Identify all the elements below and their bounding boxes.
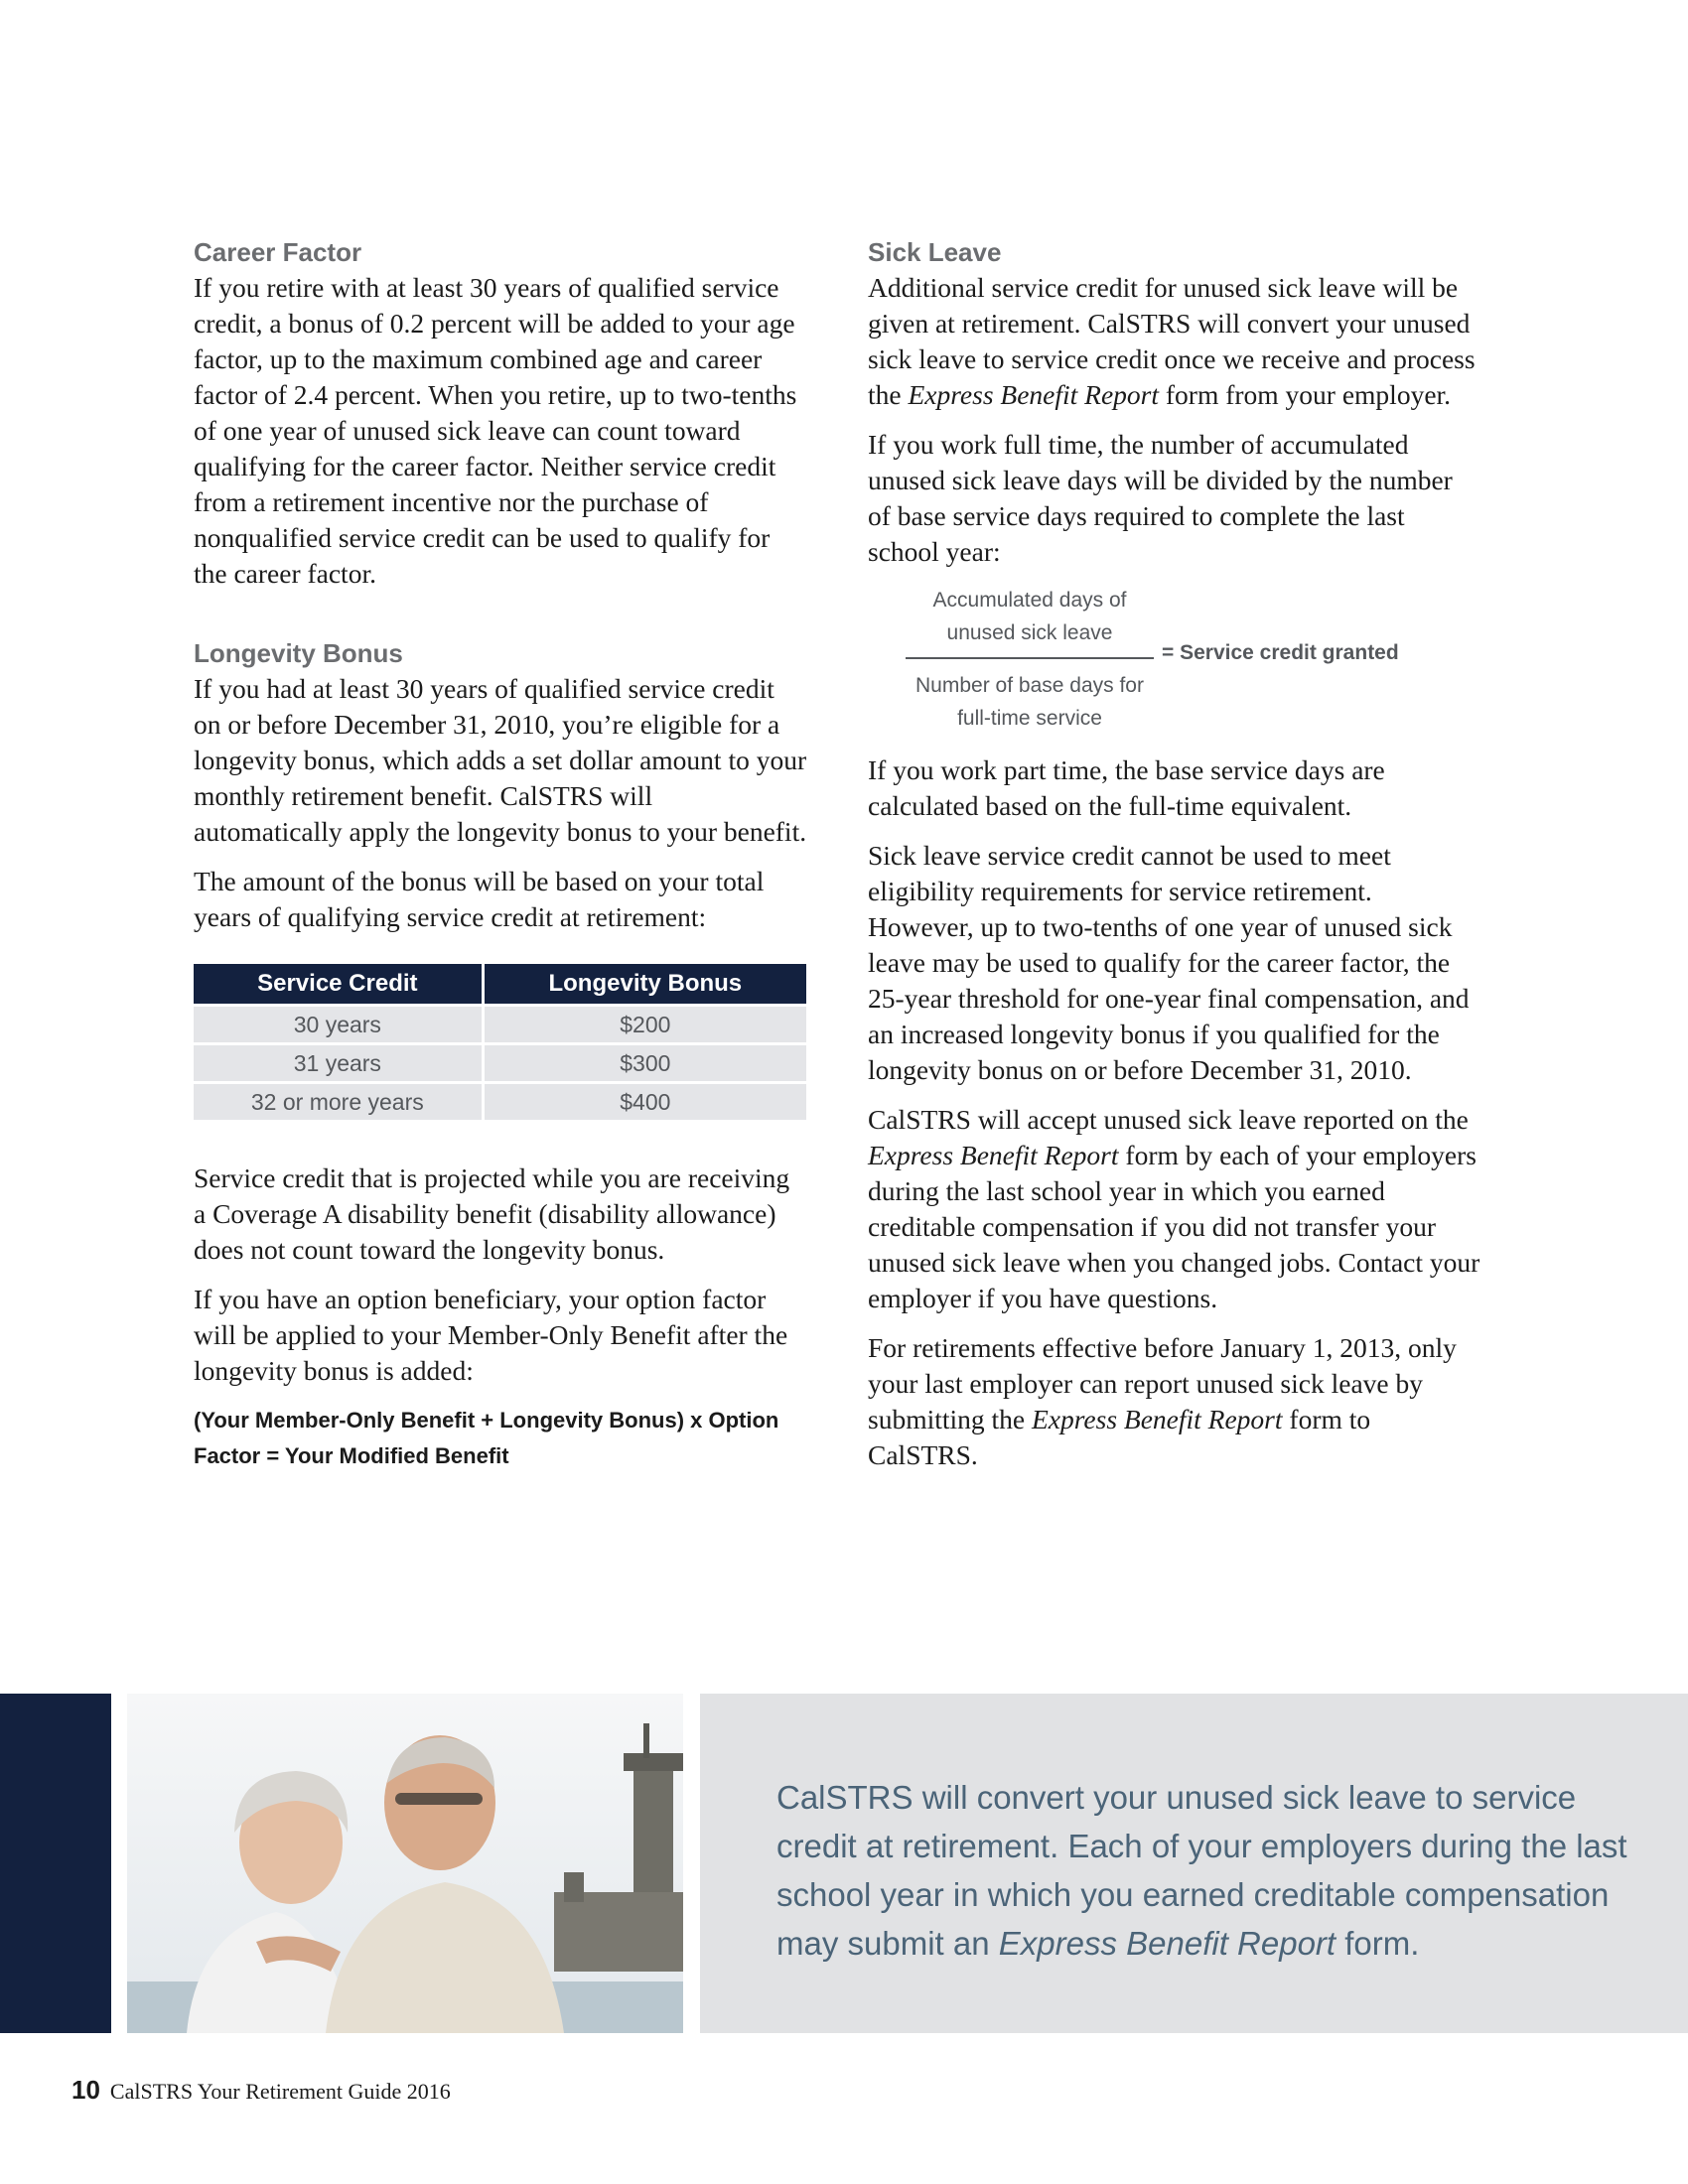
callout-text: CalSTRS will convert your unused sick leave to service credit at retirement. Each of your employers during the last school year in which you earned creditable compensation may submit an Express Benefit Report form.	[776, 1779, 1627, 1962]
longevity-bonus-heading: Longevity Bonus	[194, 638, 403, 668]
left-column	[194, 234, 807, 1474]
full-time-text: If you work full time, the number of accumulated unused sick leave days will be divided by the number of base service days required to complete the last school year:	[868, 429, 1453, 567]
table-row	[194, 1045, 806, 1081]
longevity-bonus-intro: If you had at least 30 years of qualified service credit on or before December 31, 2010, you’re eligible for a longevity bonus, which adds a set dollar amount to your monthly retirement benefit. CalSTRS will automatically apply the longevity bonus to your benefit.	[194, 673, 807, 847]
page-footer	[71, 2075, 451, 2106]
form-name: Express Benefit Report	[908, 379, 1160, 410]
fraction-bar	[906, 657, 1154, 659]
fraction	[906, 584, 1154, 735]
career-factor-heading: Career Factor	[194, 237, 362, 267]
part-time-text: If you work part time, the base service days are calculated based on the full-time equivalent.	[868, 754, 1385, 821]
sick-leave-formula	[868, 584, 1481, 752]
option-beneficiary-text: If you have an option beneficiary, your option factor will be applied to your Member-Only Benefit after the longevity bonus is added:	[194, 1284, 788, 1386]
eligibility-text: Sick leave service credit cannot be used to meet eligibility requirements for service retirement. However, up to two-tenths of one year of unused sick leave may be used to qualify for the career factor, the 25-year threshold for one-year final compensation, and an increased longevity bonus if you qualified for the longevity bonus on or before December 31, 2010.	[868, 840, 1470, 1085]
longevity-bonus-table	[191, 961, 809, 1123]
fraction-result: = Service credit granted	[1162, 641, 1399, 664]
table-row	[194, 1084, 806, 1120]
accent-band	[0, 1694, 111, 2033]
employer-report-text: CalSTRS will accept unused sick leave reported on the Express Benefit Report form by each of your employers during the last school year in which you earned creditable compensation if you did not transfer your unused sick leave when you changed jobs. Contact your employer if you have questions.	[868, 1104, 1480, 1313]
form-name: Express Benefit Report	[998, 1925, 1336, 1962]
publication-title: CalSTRS Your Retirement Guide 2016	[109, 2079, 451, 2104]
sick-leave-heading: Sick Leave	[868, 237, 1002, 267]
coverage-a-text: Service credit that is projected while you are receiving a Coverage A disability benefit (disability allowance) does not count toward the longevity bonus.	[194, 1162, 790, 1265]
table-row	[194, 1007, 806, 1042]
career-factor-body: If you retire with at least 30 years of qualified service credit, a bonus of 0.2 percent will be added to your age factor, up to the maximum combined age and career factor of 2.4 percent. When you retire, up to two-tenths of one year of unused sick leave can count toward qualifying for the career factor. Neither service credit from a retirement incentive nor the purchase of nonqualified service credit can be used to qualify for the career factor.	[194, 272, 797, 589]
table-cell: 30 years	[194, 1007, 482, 1042]
table-cell: $200	[485, 1007, 806, 1042]
table-cell: 32 or more years	[194, 1084, 482, 1120]
table-header-cell: Longevity Bonus	[485, 964, 806, 1004]
fraction-numerator: Accumulated days of unused sick leave	[932, 589, 1127, 644]
form-name: Express Benefit Report	[868, 1140, 1119, 1170]
right-column	[868, 234, 1481, 1487]
callout-box	[700, 1694, 1688, 2033]
table-cell: $400	[485, 1084, 806, 1120]
before-2013-text: For retirements effective before January 1, 2013, only your last employer can report unused sick leave by submitting the Express Benefit Report form to CalSTRS.	[868, 1332, 1457, 1470]
couple-photo	[127, 1694, 683, 2033]
table-header-cell: Service Credit	[194, 964, 482, 1004]
form-name: Express Benefit Report	[1032, 1404, 1283, 1434]
table-cell: 31 years	[194, 1045, 482, 1081]
modified-benefit-formula: (Your Member-Only Benefit + Longevity Bonus) x Option Factor = Your Modified Benefit	[194, 1408, 779, 1468]
sick-leave-intro: Additional service credit for unused sick leave will be given at retirement. CalSTRS will convert your unused sick leave to service credit once we receive and process the Express Benefit Report form from your employer.	[868, 272, 1476, 410]
page-number: 10	[71, 2075, 100, 2105]
table-cell: $300	[485, 1045, 806, 1081]
longevity-bonus-amount-text: The amount of the bonus will be based on your total years of qualifying service credit at retirement:	[194, 866, 765, 932]
table-header-row	[194, 964, 806, 1004]
fraction-denominator: Number of base days for full-time service	[915, 674, 1144, 730]
